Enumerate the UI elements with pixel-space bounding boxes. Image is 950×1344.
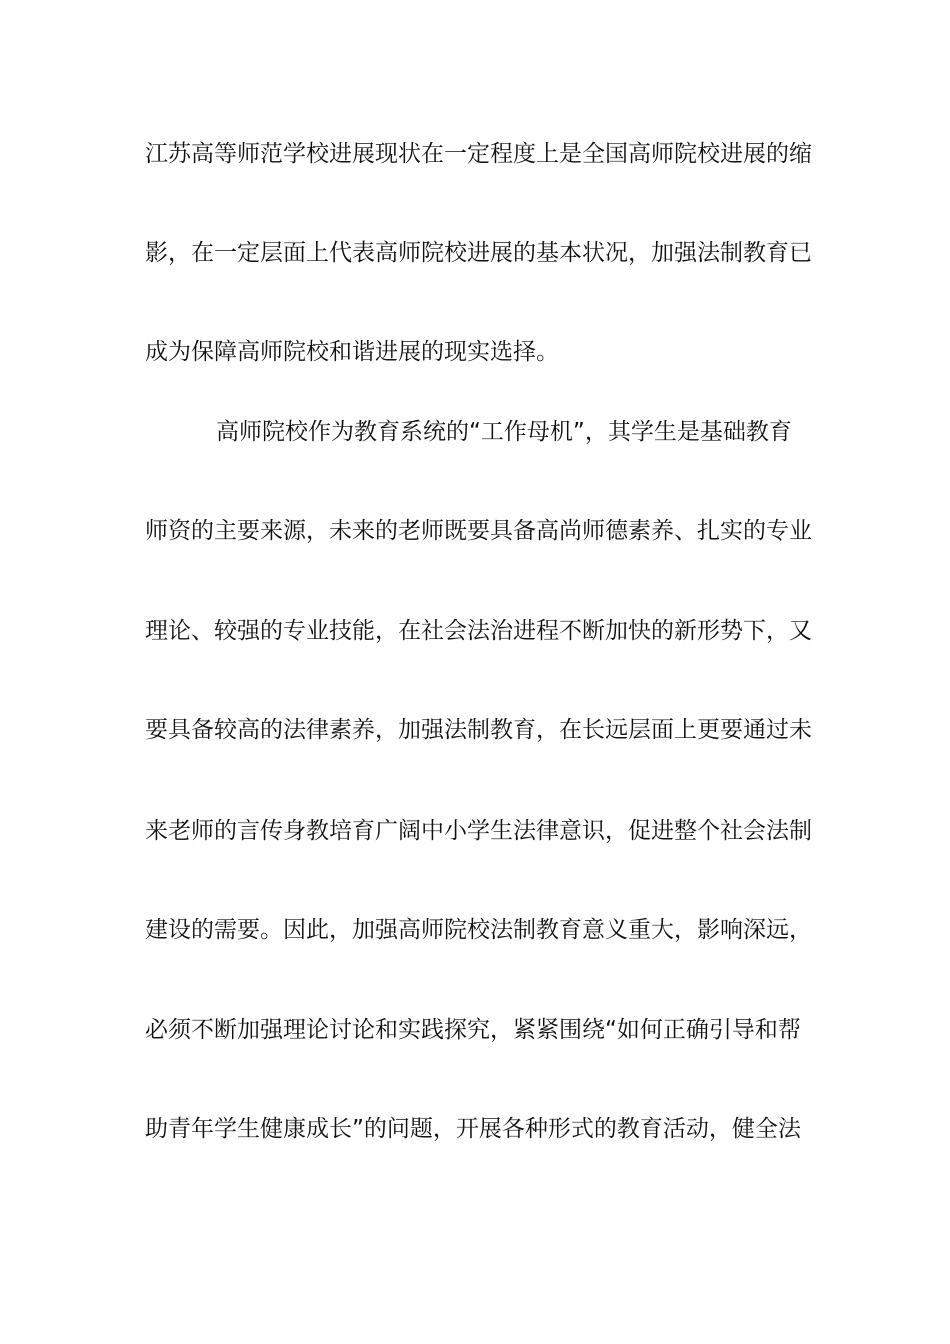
paragraph-line: 师资的主要来源，未来的老师既要具备高尚师德素养、扎实的专业 <box>145 518 812 544</box>
paragraph-line: 理论、较强的专业技能，在社会法治进程不断加快的新形势下，又 <box>145 618 812 644</box>
paragraph-line: 来老师的言传身教培育广阔中小学生法律意识，促进整个社会法制 <box>145 818 812 844</box>
paragraph-line-indented: 高师院校作为教育系统的“工作母机”，其学生是基础教育 <box>216 419 792 445</box>
paragraph-line: 助青年学生健康成长”的问题，开展各种形式的教育活动，健全法 <box>145 1116 801 1142</box>
paragraph-line: 要具备较高的法律素养，加强法制教育，在长远层面上更要通过未 <box>145 717 812 743</box>
paragraph-line: 成为保障高师院校和谐进展的现实选择。 <box>145 339 559 365</box>
paragraph-line: 影，在一定层面上代表高师院校进展的基本状况，加强法制教育已 <box>145 240 812 266</box>
paragraph-line: 必须不断加强理论讨论和实践探究，紧紧围绕“如何正确引导和帮 <box>145 1017 801 1043</box>
paragraph-line: 建设的需要。因此，加强高师院校法制教育意义重大，影响深远， <box>145 917 812 943</box>
paragraph-line: 江苏高等师范学校进展现状在一定程度上是全国高师院校进展的缩 <box>145 141 812 167</box>
